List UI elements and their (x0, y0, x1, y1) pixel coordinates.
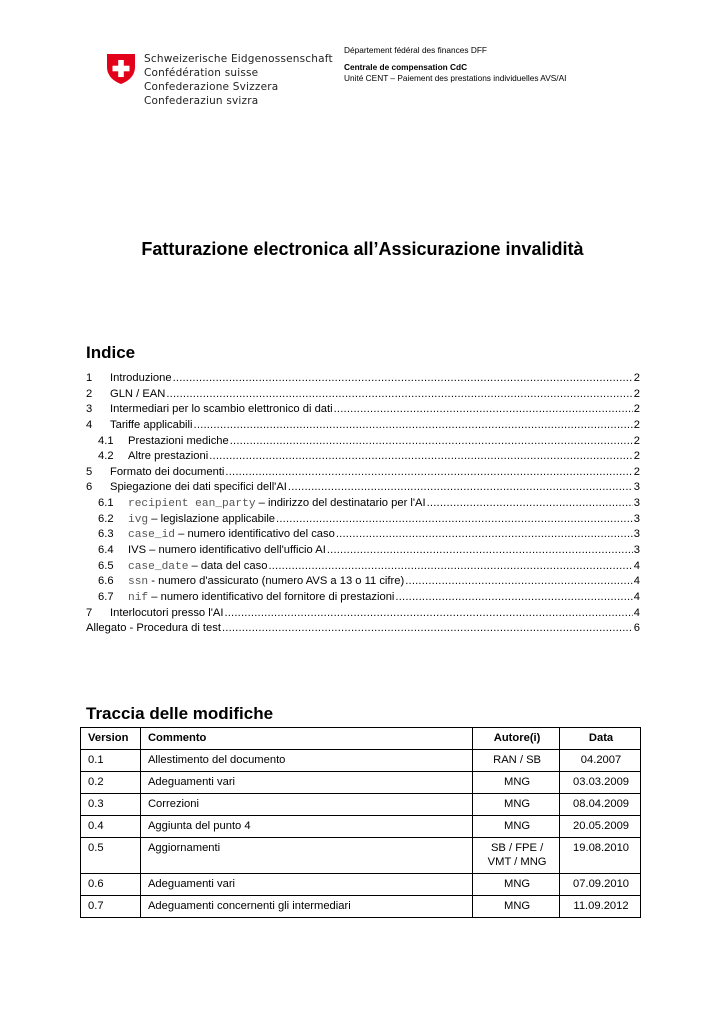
toc-dot-leader (334, 402, 633, 418)
toc-dot-leader (222, 621, 633, 637)
toc-entry-number: 6.5 (98, 559, 114, 572)
cell-comment: Aggiunta del punto 4 (140, 816, 472, 838)
cell-authors: MNG (473, 896, 560, 918)
toc-entry-number: 4.1 (98, 434, 114, 447)
cell-version: 0.5 (81, 838, 141, 874)
cell-date: 08.04.2009 (560, 794, 641, 816)
cell-comment: Aggiornamenti (140, 838, 472, 874)
toc-entry-page: 3 (633, 512, 640, 525)
toc-dot-leader (395, 590, 632, 606)
cell-date: 11.09.2012 (560, 896, 641, 918)
toc-dot-leader (194, 418, 633, 434)
toc-entry-text: Prestazioni mediche (128, 434, 229, 447)
toc-entry-text: Introduzione (110, 372, 172, 384)
toc-entry-text: – data del caso (188, 559, 268, 572)
toc-dot-leader (405, 574, 633, 590)
toc-entry-text: Formato dei documenti (110, 465, 225, 478)
toc-entry-number: 5 (86, 465, 93, 478)
cell-version: 0.1 (81, 750, 141, 772)
toc-entry-page: 2 (633, 403, 640, 416)
cell-comment: Allestimento del documento (140, 750, 472, 772)
toc-dot-leader (268, 559, 632, 575)
toc-entry-code: case_date (128, 560, 189, 573)
toc-dot-leader (327, 543, 633, 559)
toc-entry-page: 2 (633, 434, 640, 447)
table-row (81, 838, 641, 874)
cell-date: 20.05.2009 (560, 816, 641, 838)
cell-comment: Adeguamenti vari (140, 874, 472, 896)
org-name-it: Confederazione Svizzera (144, 81, 279, 93)
cell-date: 19.08.2010 (560, 838, 641, 874)
toc-entry-code: ssn (128, 576, 149, 589)
department-name: Département fédéral des finances DFF (344, 45, 487, 55)
toc-entry-title (128, 543, 326, 559)
cell-authors: MNG (473, 794, 560, 816)
toc-entry-number: 2 (86, 387, 93, 400)
toc-entry-page: 2 (633, 450, 640, 463)
toc-entry-title (110, 402, 333, 418)
toc-entry-title (128, 527, 335, 543)
toc-dot-leader (276, 512, 633, 528)
toc-entry-number: 6.6 (98, 575, 114, 588)
toc-entry-page: 4 (633, 606, 640, 619)
toc-entry[interactable] (86, 496, 640, 512)
toc-entry-number: 6.1 (98, 497, 114, 510)
toc-entry[interactable] (86, 590, 640, 606)
toc-entry-title (128, 449, 208, 465)
toc-dot-leader (224, 606, 632, 622)
toc-entry-page: 2 (633, 387, 640, 400)
toc-entry-page: 2 (633, 418, 640, 431)
toc-entry-number: 7 (86, 606, 93, 619)
toc-entry-text: – numero identificativo del fornitore di prestazioni (148, 590, 395, 603)
cell-comment: Adeguamenti vari (140, 772, 472, 794)
changes-heading: Traccia delle modifiche (86, 704, 274, 723)
toc-entry[interactable] (86, 402, 640, 418)
column-header-comment: Commento (140, 728, 472, 750)
toc-dot-leader (209, 449, 633, 465)
toc-entry-title (86, 621, 221, 637)
toc-entry-text: - numero d'assicurato (numero AVS a 13 o 11 cifre) (148, 575, 405, 588)
toc-entry-page: 3 (633, 544, 640, 557)
org-name-fr: Confédération suisse (144, 67, 259, 79)
cell-date: 07.09.2010 (560, 874, 641, 896)
column-header-version: Version (81, 728, 141, 750)
toc-dot-leader (166, 387, 632, 403)
toc-entry-title (110, 387, 165, 403)
toc-entry-text: Spiegazione dei dati specifici dell'AI (110, 481, 287, 494)
toc-entry-title (110, 480, 287, 496)
toc-entry-page: 3 (633, 497, 640, 510)
toc-entry-text: – legislazione applicabile (148, 512, 276, 525)
toc-entry-text: Altre prestazioni (128, 450, 209, 463)
toc-entry-page: 4 (633, 590, 640, 603)
toc-dot-leader (225, 465, 632, 481)
cell-comment: Adeguamenti concernenti gli intermediari (140, 896, 472, 918)
toc-entry-number: 6.7 (98, 590, 114, 603)
toc-dot-leader (427, 496, 633, 512)
toc-entry[interactable] (86, 606, 640, 622)
toc-entry[interactable] (86, 371, 640, 387)
cell-authors: SB / FPE / VMT / MNG (473, 838, 560, 874)
toc-entry-title (110, 606, 223, 622)
cell-version: 0.6 (81, 874, 141, 896)
table-row (81, 772, 641, 794)
table-row (81, 794, 641, 816)
toc-entry-page: 4 (633, 559, 640, 572)
toc-entry-title (110, 371, 172, 387)
toc-entry[interactable] (86, 527, 640, 543)
toc-entry-number: 6.4 (98, 544, 114, 557)
toc-entry-code: case_id (128, 529, 175, 542)
toc-entry-title (128, 559, 267, 575)
toc-dot-leader (230, 434, 633, 450)
toc-entry[interactable] (86, 465, 640, 481)
change-log-header-row (81, 728, 641, 750)
toc-entry-text: Intermediari per lo scambio elettronico di dati (110, 403, 333, 416)
toc-entry-number: 6 (86, 481, 93, 494)
toc-entry-number: 4.2 (98, 450, 114, 463)
toc-entry-number: 6.2 (98, 512, 114, 525)
toc-entry-page: 4 (633, 575, 640, 588)
toc-entry-title (110, 465, 224, 481)
cell-authors: MNG (473, 816, 560, 838)
table-row (81, 816, 641, 838)
toc-entry-text: IVS – numero identificativo dell'ufficio AI (128, 544, 326, 557)
org-names (144, 52, 333, 108)
toc-entry-page: 2 (633, 372, 640, 384)
toc-entry[interactable] (86, 512, 640, 528)
toc-entry-code: recipient ean_party (128, 498, 256, 511)
column-header-date: Data (560, 728, 641, 750)
toc-entry[interactable] (86, 574, 640, 590)
column-header-authors: Autore(i) (473, 728, 560, 750)
toc-entry-text: Interlocutori presso l'AI (110, 606, 224, 619)
cell-authors: MNG (473, 772, 560, 794)
toc-entry-title (128, 496, 426, 512)
cell-date: 03.03.2009 (560, 772, 641, 794)
toc-entry-text: Allegato - Procedura di test (86, 622, 221, 635)
table-row (81, 896, 641, 918)
unit-name: Unité CENT – Paiement des prestations individuelles AVS/AI (344, 73, 567, 83)
toc-entry-page: 3 (633, 528, 640, 541)
cell-version: 0.4 (81, 816, 141, 838)
toc-entry[interactable] (86, 434, 640, 450)
cell-authors: MNG (473, 874, 560, 896)
department-block (344, 45, 566, 84)
toc-entry-title (110, 418, 193, 434)
toc-entry-text: GLN / EAN (110, 387, 166, 400)
document-title: Fatturazione electronica all’Assicurazione invalidità (141, 239, 584, 259)
toc-entry[interactable] (86, 449, 640, 465)
swiss-coat-of-arms-logo (106, 53, 136, 85)
toc-entry-code: nif (128, 591, 149, 604)
toc-entry-number: 6.3 (98, 528, 114, 541)
change-log-table (80, 727, 641, 918)
cell-comment: Correzioni (140, 794, 472, 816)
toc-entry[interactable] (86, 621, 640, 637)
toc-entry[interactable] (86, 543, 640, 559)
toc-entry-title (128, 434, 229, 450)
table-row (81, 750, 641, 772)
toc-entry-text: – indirizzo del destinatario per l'AI (255, 497, 426, 510)
toc-entry-page: 2 (633, 465, 640, 478)
cell-date: 04.2007 (560, 750, 641, 772)
toc-entry-number: 3 (86, 403, 93, 416)
toc-entry-title (128, 590, 394, 606)
toc-entry[interactable] (86, 480, 640, 496)
toc-entry-title (128, 574, 404, 590)
office-name: Centrale de compensation CdC (344, 62, 468, 72)
toc-entry-number: 4 (86, 418, 93, 431)
table-of-contents (86, 371, 640, 637)
toc-entry[interactable] (86, 387, 640, 403)
toc-dot-leader (173, 371, 633, 387)
toc-dot-leader (336, 527, 633, 543)
toc-entry-title (128, 512, 275, 528)
toc-heading: Indice (86, 343, 136, 362)
toc-entry-page: 6 (633, 622, 640, 635)
cell-version: 0.2 (81, 772, 141, 794)
toc-dot-leader (288, 480, 633, 496)
toc-entry-number: 1 (86, 372, 93, 384)
toc-entry-page: 3 (633, 481, 640, 494)
toc-entry[interactable] (86, 418, 640, 434)
toc-entry-code: ivg (128, 513, 149, 526)
org-name-rm: Confederaziun svizra (144, 95, 259, 107)
cell-authors: RAN / SB (473, 750, 560, 772)
toc-entry-text: – numero identificativo del caso (175, 528, 335, 541)
org-name-de: Schweizerische Eidgenossenschaft (144, 53, 333, 65)
table-row (81, 874, 641, 896)
toc-entry[interactable] (86, 559, 640, 575)
cell-version: 0.7 (81, 896, 141, 918)
cell-version: 0.3 (81, 794, 141, 816)
toc-entry-text: Tariffe applicabili (110, 418, 193, 431)
